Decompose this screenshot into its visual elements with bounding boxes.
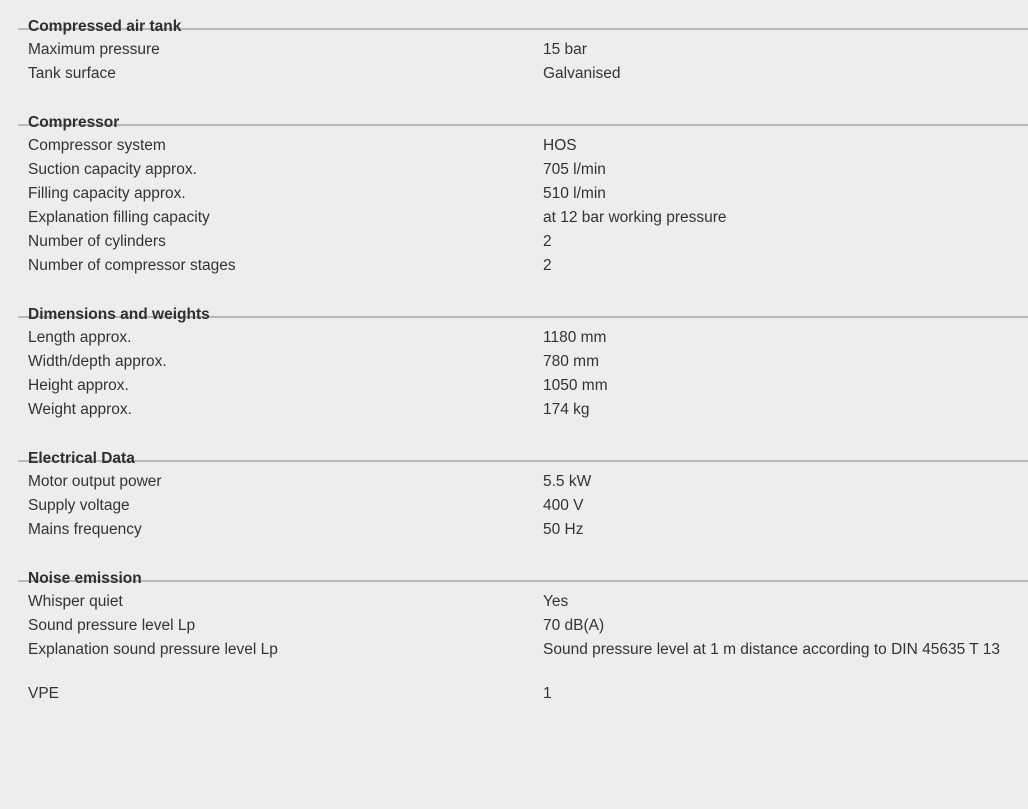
spec-label: Maximum pressure — [28, 41, 160, 58]
spec-label: Suction capacity approx. — [28, 161, 197, 178]
spec-row — [18, 254, 1028, 278]
spec-value: 780 mm — [543, 353, 599, 370]
spec-label: Number of compressor stages — [28, 257, 236, 274]
spec-row — [18, 206, 1028, 230]
spec-value: Galvanised — [543, 65, 621, 82]
spec-label: Motor output power — [28, 473, 162, 490]
section-rows — [18, 126, 1028, 288]
spec-row — [18, 398, 1028, 422]
spec-row — [18, 614, 1028, 638]
spec-value: HOS — [543, 137, 577, 154]
spec-label: Filling capacity approx. — [28, 185, 186, 202]
section-rows — [18, 462, 1028, 552]
spec-row — [18, 638, 1028, 662]
section-title: Dimensions and weights — [28, 306, 210, 323]
spec-value: 5.5 kW — [543, 473, 592, 490]
spec-row — [18, 590, 1028, 614]
section-title: Noise emission — [28, 570, 142, 587]
section-electrical-data — [18, 432, 1028, 552]
spec-label: Height approx. — [28, 377, 129, 394]
spec-value: 2 — [543, 257, 552, 274]
spec-row — [18, 134, 1028, 158]
spec-row — [18, 158, 1028, 182]
spec-value: 1 — [543, 685, 552, 702]
spec-label: Compressor system — [28, 137, 166, 154]
section-compressed-air-tank — [18, 0, 1028, 96]
section-dimensions-and-weights — [18, 288, 1028, 432]
section-rows — [18, 318, 1028, 432]
spec-label: Tank surface — [28, 65, 116, 82]
spec-row — [18, 518, 1028, 542]
spec-row — [18, 494, 1028, 518]
spec-value: Yes — [543, 593, 569, 610]
spec-label: Explanation sound pressure level Lp — [28, 641, 278, 658]
spec-label: Sound pressure level Lp — [28, 617, 196, 634]
section-noise-emission — [18, 552, 1028, 672]
spec-label: Mains frequency — [28, 521, 142, 538]
spec-value: 15 bar — [543, 41, 587, 58]
spec-label: Weight approx. — [28, 401, 132, 418]
spec-label: Whisper quiet — [28, 593, 123, 610]
spec-row — [18, 350, 1028, 374]
spec-value: 70 dB(A) — [543, 617, 605, 634]
spec-row-vpe — [18, 682, 1028, 706]
spec-value: 1050 mm — [543, 377, 608, 394]
spec-row — [18, 470, 1028, 494]
spec-label: Length approx. — [28, 329, 132, 346]
spec-label: VPE — [28, 685, 60, 702]
section-rows — [18, 30, 1028, 96]
section-title: Compressed air tank — [28, 18, 182, 35]
section-title: Compressor — [28, 114, 120, 131]
spec-row — [18, 38, 1028, 62]
spec-table — [18, 0, 1028, 706]
spec-label: Width/depth approx. — [28, 353, 167, 370]
spec-value: 510 l/min — [543, 185, 606, 202]
spec-label: Supply voltage — [28, 497, 130, 514]
spec-value: 50 Hz — [543, 521, 584, 538]
section-title: Electrical Data — [28, 450, 135, 467]
spec-row — [18, 374, 1028, 398]
spec-value: Sound pressure level at 1 m distance according to DIN 45635 T 13 — [543, 641, 1000, 658]
spec-label: Number of cylinders — [28, 233, 166, 250]
spec-value: 174 kg — [543, 401, 590, 418]
spec-value: 2 — [543, 233, 552, 250]
spec-value: 1180 mm — [543, 329, 607, 346]
spec-label: Explanation filling capacity — [28, 209, 210, 226]
spec-row — [18, 182, 1028, 206]
spec-value: at 12 bar working pressure — [543, 209, 727, 226]
spec-row — [18, 326, 1028, 350]
section-rows — [18, 582, 1028, 672]
spec-row — [18, 62, 1028, 86]
section-compressor — [18, 96, 1028, 288]
spec-row — [18, 230, 1028, 254]
spec-value: 705 l/min — [543, 161, 606, 178]
spec-value: 400 V — [543, 497, 584, 514]
